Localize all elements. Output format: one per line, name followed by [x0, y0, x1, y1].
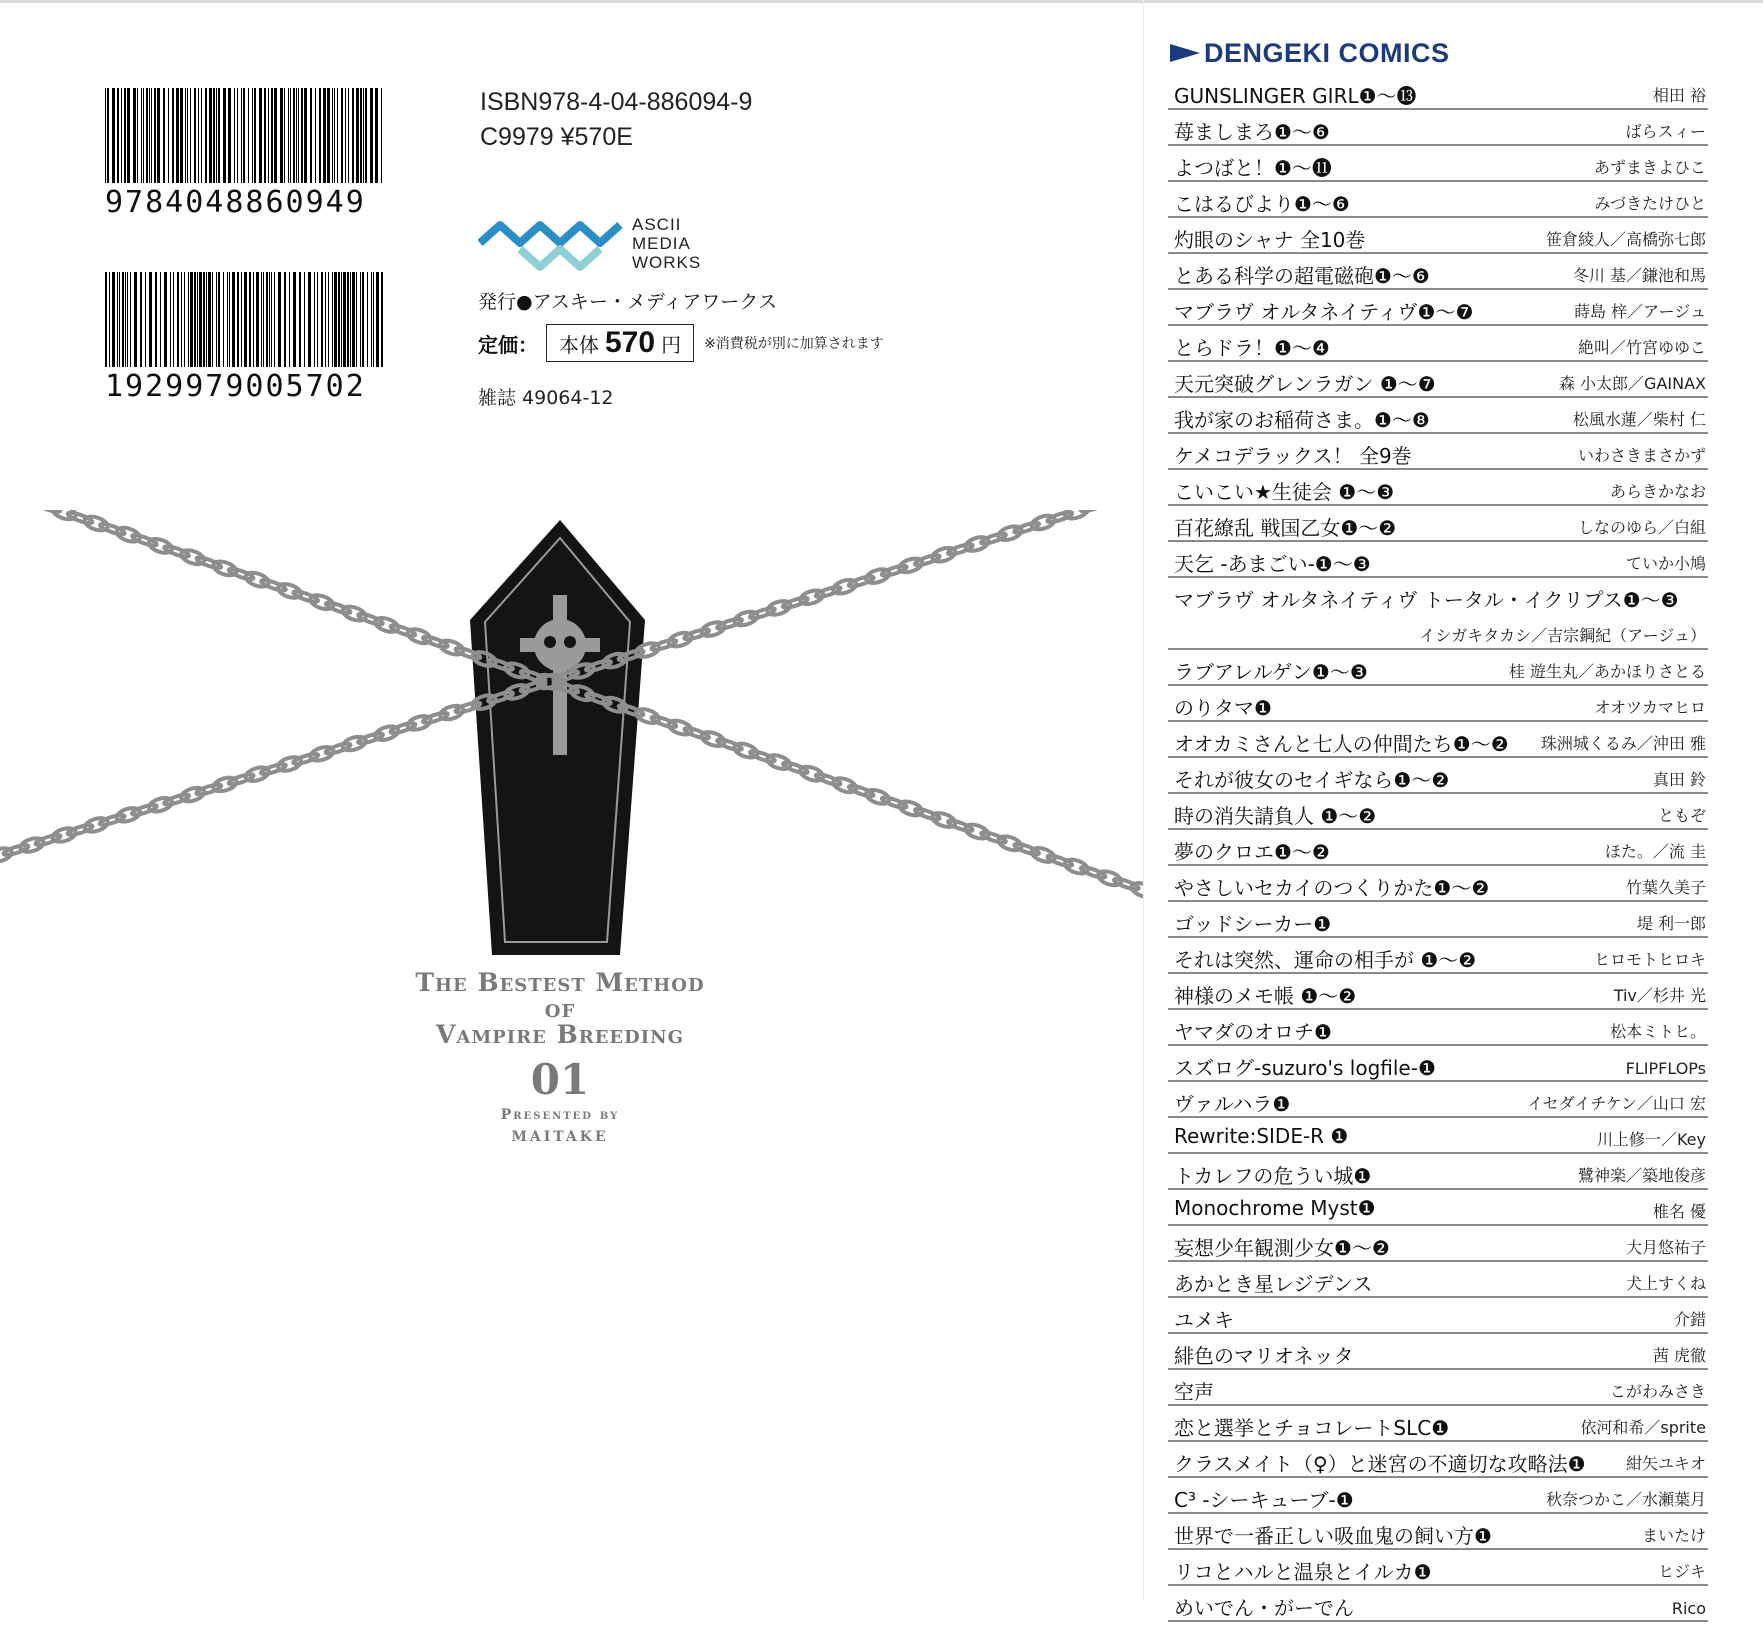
catalog-title: トカレフの危うい城❶ [1174, 1160, 1371, 1189]
catalog-row [1168, 294, 1708, 326]
catalog-author: こがわみさき [1610, 1379, 1706, 1402]
catalog-title: Monochrome Myst❶ [1174, 1196, 1376, 1220]
catalog-title: Rewrite:SIDE-R ❶ [1174, 1124, 1348, 1148]
price-main-label: 本体 [559, 327, 599, 363]
catalog-row [1168, 1302, 1708, 1334]
cover-author: maitake [400, 1124, 720, 1144]
catalog-title: ゴッドシーカー❶ [1174, 908, 1331, 937]
isbn-block [480, 85, 752, 155]
catalog-title: こはるびより❶〜❻ [1174, 188, 1350, 217]
brand-name: DENGEKI COMICS [1204, 38, 1450, 69]
catalog-title: 夢のクロエ❶〜❷ [1174, 836, 1330, 865]
catalog-title: マブラヴ オルタネイティヴ❶〜❼ [1174, 296, 1473, 325]
catalog-row [1168, 582, 1708, 650]
classification-line: C9979 ¥570E [480, 120, 752, 155]
catalog-title: 時の消失請負人 ❶〜❷ [1174, 800, 1376, 829]
logo-word: ASCII [632, 215, 701, 234]
catalog-row [1168, 1410, 1708, 1442]
catalog-title: ユメキ [1174, 1304, 1234, 1333]
catalog-row [1168, 762, 1708, 794]
catalog-title: よつばと！❶〜⓫ [1174, 152, 1332, 181]
catalog-title: 天元突破グレンラガン ❶〜❼ [1174, 368, 1436, 397]
catalog-author: ほた。／流 圭 [1605, 839, 1706, 862]
catalog-author: 堤 利一郎 [1637, 911, 1706, 934]
catalog-author: オオツカマヒロ [1594, 695, 1706, 718]
barcode-bars [105, 272, 385, 367]
catalog-row [1168, 1086, 1708, 1118]
catalog-title: 世界で一番正しい吸血鬼の飼い方❶ [1174, 1520, 1492, 1549]
catalog-author: いわさきまさかず [1578, 443, 1706, 466]
catalog-title: とらドラ！❶〜❹ [1174, 332, 1330, 361]
catalog-author: ヒロモトヒロキ [1594, 947, 1706, 970]
catalog-row [1168, 546, 1708, 578]
catalog-title: 灼眼のシャナ 全10巻 [1174, 224, 1365, 253]
catalog-author: しなのゆら／白組 [1578, 515, 1706, 538]
page-edge [0, 0, 1763, 3]
catalog-author: 松本ミトヒ。 [1610, 1019, 1706, 1042]
catalog-row [1168, 1446, 1708, 1478]
catalog-title: やさしいセカイのつくりかた❶〜❷ [1174, 872, 1489, 901]
catalog-author: ていか小鳩 [1626, 551, 1706, 574]
catalog-row [1168, 366, 1708, 398]
catalog-author: 大月悠祐子 [1626, 1235, 1706, 1258]
catalog-row [1168, 402, 1708, 434]
presented-by: Presented by [400, 1106, 720, 1124]
spine-divider [1143, 0, 1144, 1600]
catalog-row [1168, 834, 1708, 866]
catalog-row [1168, 1014, 1708, 1046]
catalog-author: イセダイチケン／山口 宏 [1527, 1091, 1706, 1114]
catalog-title: 恋と選挙とチョコレートSLC❶ [1174, 1412, 1449, 1441]
catalog-row [1168, 726, 1708, 758]
catalog-title: あかとき星レジデンス [1174, 1268, 1373, 1297]
volume-number: 01 [400, 1054, 720, 1106]
barcode-number: 9784048860949 [105, 185, 385, 220]
catalog-row [1168, 258, 1708, 290]
catalog-row [1168, 186, 1708, 218]
catalog-title: それは突然、運命の相手が ❶〜❷ [1174, 944, 1476, 973]
catalog-title: とある科学の超電磁砲❶〜❻ [1174, 260, 1430, 289]
catalog-author: ばらスィー [1626, 119, 1706, 142]
catalog-author: あずまきよひこ [1594, 155, 1706, 178]
catalog-row [1168, 114, 1708, 146]
price-row [478, 324, 884, 362]
catalog-author: 竹葉久美子 [1626, 875, 1706, 898]
catalog-title: クラスメイト（♀）と迷宮の不適切な攻略法❶ [1174, 1448, 1586, 1477]
catalog-row [1168, 1194, 1708, 1226]
catalog-row [1168, 1518, 1708, 1550]
catalog-row [1168, 1590, 1708, 1622]
tax-note: ※消費税が別に加算されます [704, 333, 884, 353]
catalog-title: 我が家のお稲荷さま。❶〜❽ [1174, 404, 1430, 433]
catalog-title: 苺ましまろ❶〜❻ [1174, 116, 1330, 145]
title-line-1: The Bestest Method of [400, 970, 720, 1022]
catalog-author: ともぞ [1658, 803, 1706, 826]
catalog-row [1168, 510, 1708, 542]
catalog-author: 相田 裕 [1653, 83, 1706, 106]
catalog-author: 川上修一／Key [1597, 1127, 1706, 1150]
catalog-title: こいこい★生徒会 ❶〜❸ [1174, 476, 1394, 505]
catalog-title: ケメコデラックス！ 全9巻 [1174, 440, 1412, 469]
catalog-author: 紺矢ユキオ [1626, 1451, 1706, 1474]
catalog-row [1168, 1050, 1708, 1082]
price-label: 定価： [478, 329, 538, 358]
catalog-author: 秋奈つかこ／水瀬葉月 [1546, 1487, 1706, 1510]
catalog-row [1168, 798, 1708, 830]
catalog-author: 椎名 優 [1653, 1199, 1706, 1222]
price-box [546, 324, 694, 362]
catalog-title: オオカミさんと七人の仲間たち❶〜❷ [1174, 728, 1509, 757]
catalog-title: スズログ-suzuro's logfile-❶ [1174, 1052, 1436, 1081]
catalog-title: 天乞 -あまごい-❶〜❸ [1174, 548, 1371, 577]
catalog-row [1168, 978, 1708, 1010]
catalog-author: イシガキタカシ／吉宗鋼紀（アージュ） [1419, 623, 1706, 646]
catalog-title: 緋色のマリオネッタ [1174, 1340, 1354, 1369]
catalog-row [1168, 1554, 1708, 1586]
catalog-author: 桂 遊生丸／あかほりさとる [1509, 659, 1706, 682]
catalog-row [1168, 1266, 1708, 1298]
catalog-row [1168, 150, 1708, 182]
catalog-title: ヤマダのオロチ❶ [1174, 1016, 1332, 1045]
catalog-row [1168, 654, 1708, 686]
coffin-chains-illustration [0, 510, 1143, 1000]
barcode-number: 1929979005702 [105, 369, 385, 404]
catalog-author: みづきたけひと [1594, 191, 1706, 214]
catalog-title: リコとハルと温泉とイルカ❶ [1174, 1556, 1432, 1585]
catalog-author: 珠洲城くるみ／沖田 雅 [1541, 731, 1706, 754]
catalog-author: 茜 虎徹 [1653, 1343, 1706, 1366]
catalog-title: 神様のメモ帳 ❶〜❷ [1174, 980, 1356, 1009]
catalog-title: C³ -シーキューブ-❶ [1174, 1484, 1354, 1513]
barcode-isbn [105, 88, 385, 220]
catalog-author: 犬上すくね [1626, 1271, 1706, 1294]
logo-word: MEDIA [632, 234, 701, 253]
catalog-row [1168, 330, 1708, 362]
catalog-author: Tiv／杉井 光 [1614, 983, 1706, 1006]
catalog-title: ヴァルハラ❶ [1174, 1088, 1290, 1117]
catalog-row [1168, 1338, 1708, 1370]
catalog-author: ヒジキ [1658, 1559, 1706, 1582]
catalog-author: 笹倉綾人／高橋弥七郎 [1546, 227, 1706, 250]
catalog-title: 空声 [1174, 1376, 1214, 1405]
catalog-author: まいたけ [1642, 1523, 1706, 1546]
catalog-title: それが彼女のセイギなら❶〜❷ [1174, 764, 1449, 793]
catalog-author: 冬川 基／鎌池和馬 [1573, 263, 1706, 286]
catalog-row [1168, 906, 1708, 938]
catalog-author: あらきかなお [1610, 479, 1706, 502]
catalog-author: 蒔島 梓／アージュ [1574, 299, 1706, 322]
catalog-row [1168, 438, 1708, 470]
catalog-title: のりタマ❶ [1174, 692, 1272, 721]
price-unit: 円 [661, 327, 681, 363]
catalog-row [1168, 942, 1708, 974]
catalog-list [1168, 78, 1708, 1626]
catalog-author: 松風水蓮／柴村 仁 [1573, 407, 1706, 430]
coffin-icon [470, 520, 645, 955]
logo-word: WORKS [632, 253, 701, 272]
catalog-row [1168, 1374, 1708, 1406]
price-value: 570 [605, 325, 655, 361]
catalog-title: GUNSLINGER GIRL❶〜⓭ [1174, 80, 1417, 109]
catalog-title: ラブアレルゲン❶〜❸ [1174, 656, 1368, 685]
catalog-author: Rico [1672, 1599, 1706, 1618]
catalog-author: 依河和希／sprite [1580, 1415, 1706, 1438]
catalog-row [1168, 1230, 1708, 1262]
catalog-author: 真田 鈴 [1653, 767, 1706, 790]
catalog-title: 百花繚乱 戦国乙女❶〜❷ [1174, 512, 1396, 541]
catalog-author: 絶叫／竹宮ゆゆこ [1578, 335, 1706, 358]
catalog-title: 妄想少年観測少女❶〜❷ [1174, 1232, 1390, 1261]
publisher-logo-text [632, 215, 701, 272]
cover-title [400, 970, 720, 1144]
catalog-author: 鷺神楽／築地俊彦 [1578, 1163, 1706, 1186]
magazine-code: 雑誌 49064-12 [478, 383, 614, 410]
barcode-price [105, 272, 385, 404]
catalog-row [1168, 1122, 1708, 1154]
barcode-bars [105, 88, 385, 183]
catalog-row [1168, 1158, 1708, 1190]
catalog-title: マブラヴ オルタネイティヴ トータル・イクリプス❶〜❸ [1174, 584, 1679, 613]
title-line-2: Vampire Breeding [400, 1022, 720, 1048]
catalog-author: 森 小太郎／GAINAX [1559, 371, 1706, 394]
catalog-row [1168, 870, 1708, 902]
catalog-row [1168, 1482, 1708, 1514]
catalog-author: 介錯 [1674, 1307, 1706, 1330]
dengeki-comics-brand [1170, 36, 1450, 70]
catalog-row [1168, 78, 1708, 110]
catalog-title: めいでん・がーでん [1174, 1592, 1354, 1621]
catalog-row [1168, 474, 1708, 506]
play-arrow-icon [1170, 42, 1200, 64]
catalog-row [1168, 690, 1708, 722]
publisher-line: 発行●アスキー・メディアワークス [478, 287, 777, 314]
catalog-row [1168, 222, 1708, 254]
isbn-line: ISBN978-4-04-886094-9 [480, 85, 752, 120]
catalog-author: FLIPFLOPs [1626, 1059, 1706, 1078]
